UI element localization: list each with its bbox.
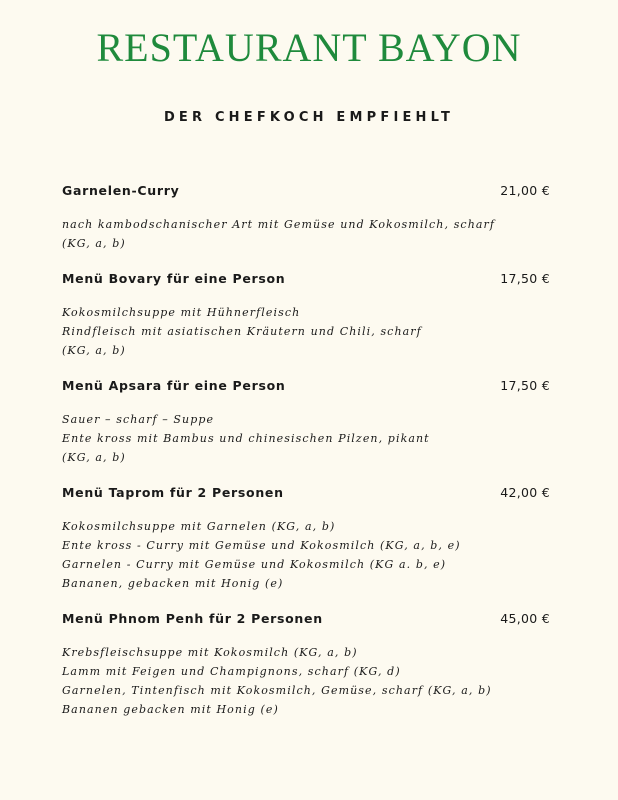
description-line: Bananen, gebacken mit Honig (e): [62, 577, 284, 590]
menu-item: [62, 271, 556, 360]
menu-list: [62, 183, 556, 719]
menu-item-price: 17,50 €: [500, 378, 550, 393]
menu-item-description: [62, 303, 556, 360]
menu-item: [62, 378, 556, 467]
menu-item-description: [62, 643, 556, 719]
description-line: Bananen gebacken mit Honig (e): [62, 703, 279, 716]
menu-item: [62, 485, 556, 593]
description-line: Rindfleisch mit asiatischen Kräutern und Chili, scharf: [62, 325, 422, 338]
menu-item-description: [62, 517, 556, 593]
menu-item-header: [62, 271, 556, 291]
menu-item: [62, 183, 556, 253]
description-line: Kokosmilchsuppe mit Garnelen (KG, a, b): [62, 520, 336, 533]
menu-item-header: [62, 611, 556, 631]
menu-item-price: 45,00 €: [500, 611, 550, 626]
menu-item-header: [62, 378, 556, 398]
menu-item-price: 21,00 €: [500, 183, 550, 198]
description-line: Garnelen - Curry mit Gemüse und Kokosmilch (KG a. b, e): [62, 558, 447, 571]
section-title: DER CHEFKOCH EMPFIEHLT: [163, 110, 455, 125]
menu-item-name: Menü Bovary für eine Person: [62, 271, 286, 286]
menu-item-price: 42,00 €: [500, 485, 550, 500]
description-line: (KG, a, b): [62, 451, 126, 464]
menu-item-name: Menü Apsara für eine Person: [62, 378, 286, 393]
menu-item-name: Menü Phnom Penh für 2 Personen: [62, 611, 323, 626]
menu-item-price: 17,50 €: [500, 271, 550, 286]
description-line: Ente kross mit Bambus und chinesischen Pilzen, pikant: [62, 432, 430, 445]
description-line: (KG, a, b): [62, 344, 126, 357]
description-line: Krebsfleischsuppe mit Kokosmilch (KG, a, b): [62, 646, 358, 659]
description-line: Sauer – scharf – Suppe: [62, 413, 215, 426]
restaurant-title: RESTAURANT BAYON: [96, 25, 522, 70]
menu-item-header: [62, 485, 556, 505]
description-line: (KG, a, b): [62, 237, 126, 250]
description-line: Garnelen, Tintenfisch mit Kokosmilch, Gemüse, scharf (KG, a, b): [62, 684, 492, 697]
menu-item-description: [62, 215, 556, 253]
description-line: nach kambodschanischer Art mit Gemüse und Kokosmilch, scharf: [62, 218, 496, 231]
menu-item-description: [62, 410, 556, 467]
menu-item-name: Garnelen-Curry: [62, 183, 180, 198]
description-line: Lamm mit Feigen und Champignons, scharf (KG, d): [62, 665, 401, 678]
description-line: Kokosmilchsuppe mit Hühnerfleisch: [62, 306, 301, 319]
menu-item-name: Menü Taprom für 2 Personen: [62, 485, 284, 500]
menu-item-header: [62, 183, 556, 203]
menu-item: [62, 611, 556, 719]
description-line: Ente kross - Curry mit Gemüse und Kokosmilch (KG, a, b, e): [62, 539, 461, 552]
